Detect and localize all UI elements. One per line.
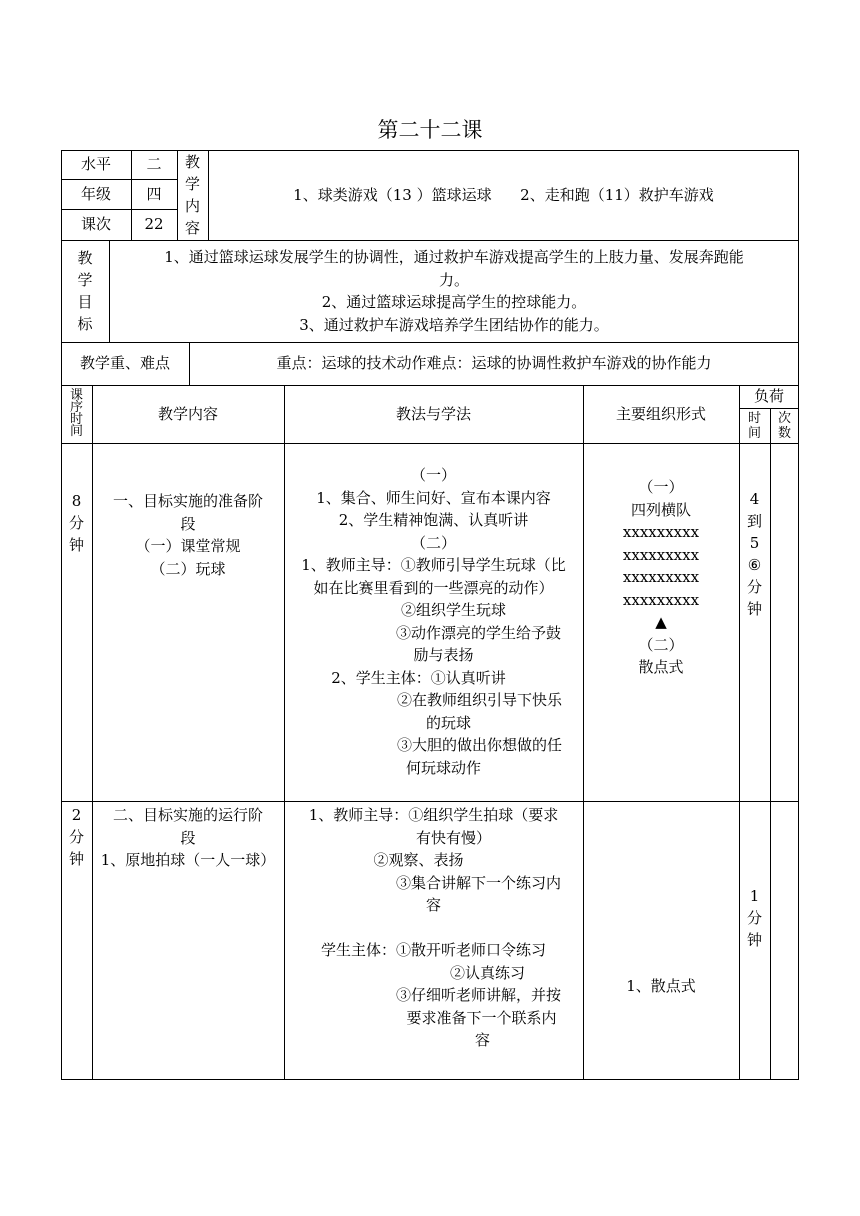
lesson-label: 课次 xyxy=(80,215,111,233)
key-points-label: 教学重、难点 xyxy=(79,354,170,372)
level-value: 二 xyxy=(146,155,162,173)
page-title: 第二十二课 xyxy=(377,118,483,142)
teacher-marker: ▲ xyxy=(655,613,667,631)
row2-load-time: 1 分 钟 xyxy=(746,887,762,949)
col-method-header: 教法与学法 xyxy=(395,404,471,423)
grade-label: 年级 xyxy=(80,184,111,203)
row1-method: （一） 1、集合、师生问好、宣布本课内容 2、学生精神饱满、认真听讲 （二） 1、教师主导：①教师引导学生玩球（比 如在比赛里看到的一些漂亮的动作） ②组织学生玩球 ③动作漂亮的学生给予鼓 励与表扬 2、学生主体：①认真听讲 ②在教师组织引导下快乐 的玩球 ③大胆的做出你想做的任 何玩球动作 xyxy=(301,466,566,777)
goals-label: 教 学 目 标 xyxy=(77,249,93,333)
key-points-text: 重点：运球的技术动作难点：运球的协调性救护车游戏的协作能力 xyxy=(276,354,712,372)
row1-load-time: 4 到 5 ⑥ 分 钟 xyxy=(746,490,762,618)
row2-method: 1、教师主导：①组织学生拍球（要求 有快有慢） ②观察、表扬 ③集合讲解下一个练习内 容 学生主体：①散开听老师口令练习 ②认真练习 ③仔细听老师讲解，并按 要求准备下一个联系内 容 xyxy=(308,806,561,1049)
row2-time: 2 分 钟 xyxy=(68,806,84,868)
row1-content: 一、目标实施的准备阶 段 （一）课堂常规 （二）玩球 xyxy=(112,492,263,578)
col-org-header: 主要组织形式 xyxy=(615,404,706,423)
lesson-value: 22 xyxy=(144,215,164,233)
row1-org: （一） 四列横队 xxxxxxxxx xxxxxxxxx xxxxxxxxx xxxxxxxxx ▲ （二） 散点式 xyxy=(622,478,700,676)
goal-line: 2、通过篮球运球提高学生的控球能力。 xyxy=(321,293,587,311)
col-load-header: 负荷 xyxy=(753,387,784,405)
goal-line: 力。 xyxy=(438,270,469,289)
col-load-time: 时 间 xyxy=(747,410,761,441)
goal-line: 3、通过救护车游戏培养学生团结协作的能力。 xyxy=(299,315,609,334)
row2-org: 1、散点式 xyxy=(626,976,696,995)
col-time-label: 课 序 时 间 xyxy=(69,388,83,439)
grade-value: 四 xyxy=(146,184,162,203)
row2-content: 二、目标实施的运行阶 段 1、原地拍球（一人一球） xyxy=(100,806,276,869)
content-text: 1、球类游戏（13 ）篮球运球 2、走和跑（11）救护车游戏 xyxy=(293,185,714,204)
col-content-header: 教学内容 xyxy=(157,404,218,423)
goal-line: 1、通过篮球运球发展学生的协调性，通过救护车游戏提高学生的上肢力量、发展奔跑能 xyxy=(164,248,744,266)
goals-text xyxy=(109,240,799,342)
level-label: 水平 xyxy=(80,155,111,173)
col-load-count: 次 数 xyxy=(777,410,791,441)
content-label: 教 学 内 容 xyxy=(184,153,200,237)
row1-time: 8 分 钟 xyxy=(68,492,84,554)
